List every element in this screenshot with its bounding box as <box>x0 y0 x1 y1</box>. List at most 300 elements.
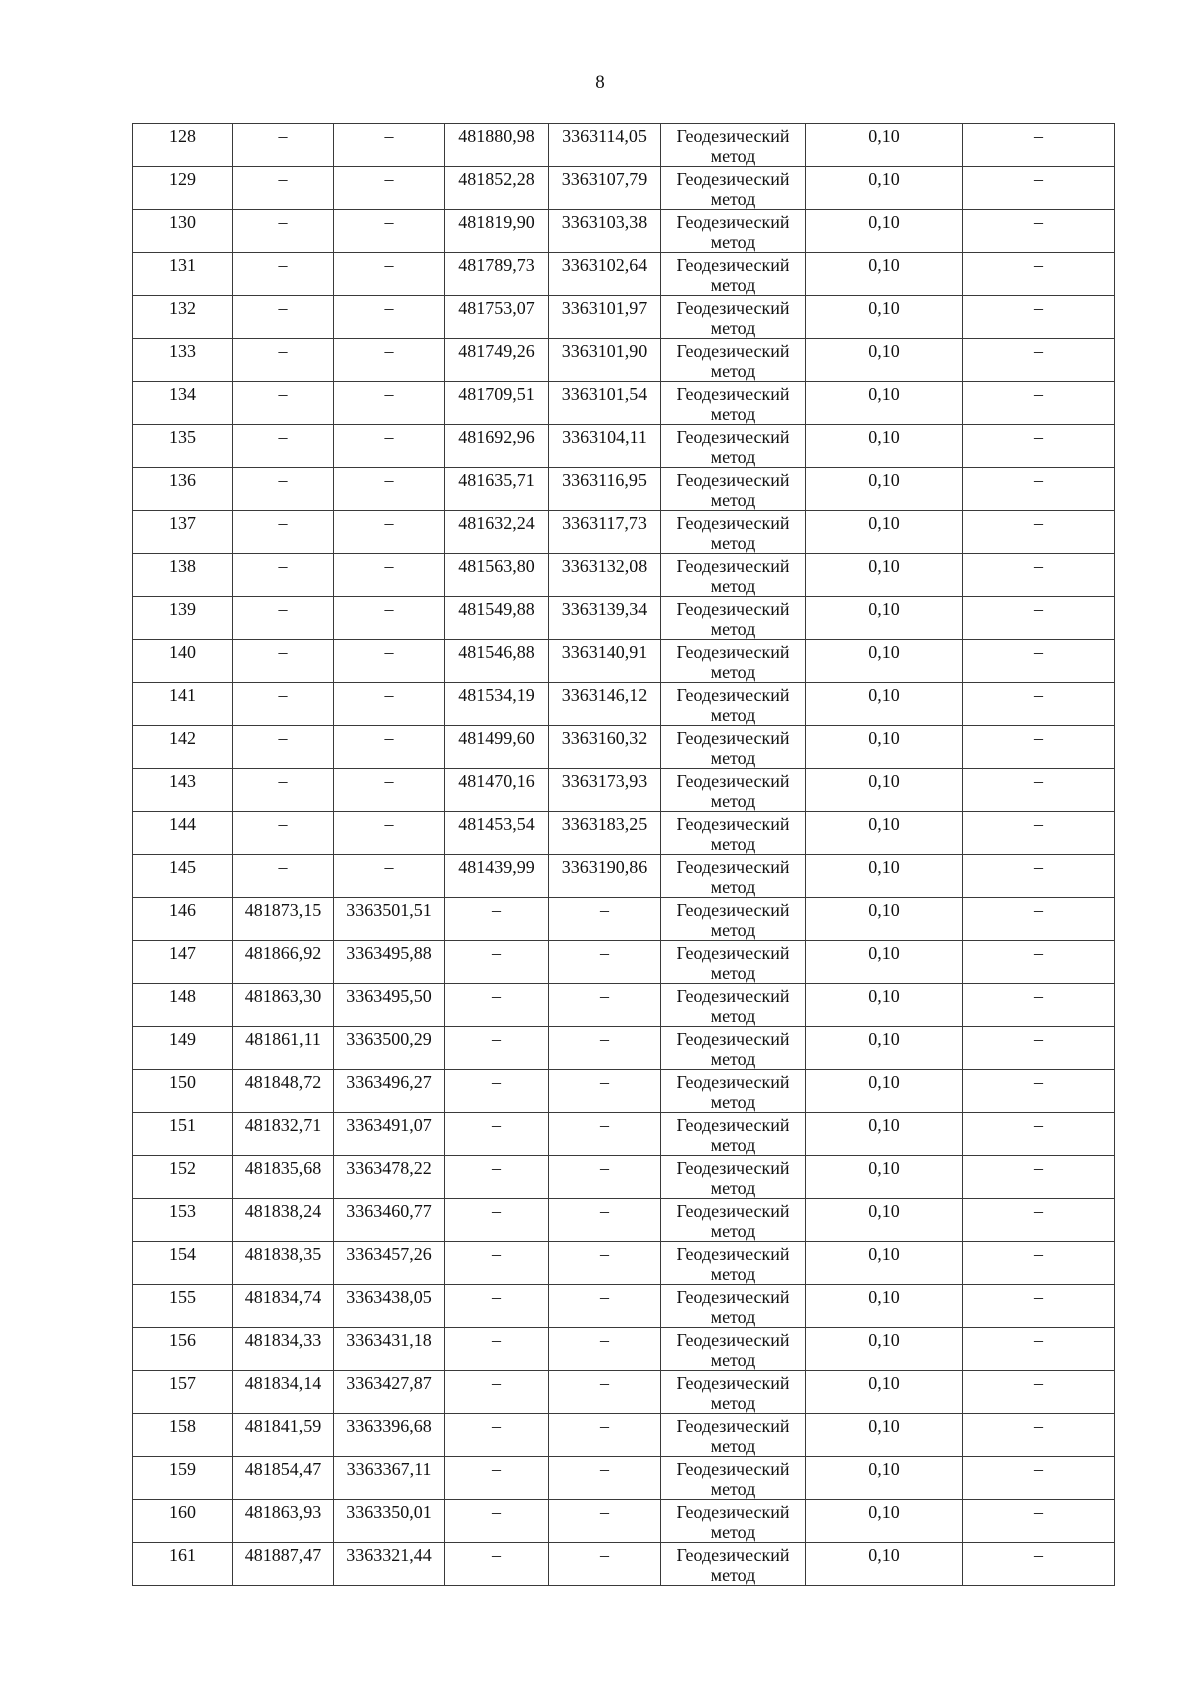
x-new-cell: – <box>445 1242 549 1285</box>
method-cell <box>661 769 806 812</box>
method-text-line: Геодезический <box>676 814 790 834</box>
point-number-cell: 128 <box>133 124 233 167</box>
method-text-line: метод <box>710 490 756 510</box>
x-existing-cell: 481863,30 <box>233 984 334 1027</box>
note-cell: – <box>963 124 1115 167</box>
method-text-line: метод <box>710 877 756 897</box>
method-cell <box>661 812 806 855</box>
page-number: 8 <box>595 72 605 93</box>
y-existing-cell: – <box>334 124 445 167</box>
point-number-cell: 131 <box>133 253 233 296</box>
method-text-line: Геодезический <box>676 1502 790 1522</box>
precision-cell: 0,10 <box>806 597 963 640</box>
note-cell: – <box>963 769 1115 812</box>
table-row <box>133 511 1115 554</box>
method-cell <box>661 855 806 898</box>
point-number-cell: 136 <box>133 468 233 511</box>
note-cell: – <box>963 554 1115 597</box>
y-existing-cell: 3363321,44 <box>334 1543 445 1586</box>
point-number-cell: 147 <box>133 941 233 984</box>
x-new-cell: – <box>445 1285 549 1328</box>
precision-cell: 0,10 <box>806 683 963 726</box>
y-new-cell: 3363140,91 <box>549 640 661 683</box>
method-text-line: Геодезический <box>676 1416 790 1436</box>
y-existing-cell: 3363495,50 <box>334 984 445 1027</box>
y-new-cell: 3363114,05 <box>549 124 661 167</box>
method-cell <box>661 1113 806 1156</box>
y-new-cell: – <box>549 1500 661 1543</box>
table-row <box>133 941 1115 984</box>
y-new-cell: 3363190,86 <box>549 855 661 898</box>
method-text-line: Геодезический <box>676 1029 790 1049</box>
x-new-cell: – <box>445 984 549 1027</box>
y-new-cell: 3363132,08 <box>549 554 661 597</box>
note-cell: – <box>963 1414 1115 1457</box>
y-new-cell: 3363117,73 <box>549 511 661 554</box>
x-existing-cell: 481834,14 <box>233 1371 334 1414</box>
y-new-cell: 3363103,38 <box>549 210 661 253</box>
x-existing-cell: – <box>233 855 334 898</box>
note-cell: – <box>963 167 1115 210</box>
method-text-line: Геодезический <box>676 1072 790 1092</box>
x-new-cell: 481635,71 <box>445 468 549 511</box>
method-text-line: метод <box>710 791 756 811</box>
y-existing-cell: – <box>334 339 445 382</box>
y-new-cell: – <box>549 984 661 1027</box>
point-number-cell: 146 <box>133 898 233 941</box>
method-cell <box>661 1285 806 1328</box>
y-new-cell: – <box>549 1242 661 1285</box>
y-existing-cell: – <box>334 425 445 468</box>
y-new-cell: 3363101,97 <box>549 296 661 339</box>
x-existing-cell: – <box>233 296 334 339</box>
x-existing-cell: – <box>233 726 334 769</box>
table-row <box>133 1543 1115 1586</box>
y-new-cell: 3363101,90 <box>549 339 661 382</box>
method-text-line: метод <box>710 1565 756 1585</box>
note-cell: – <box>963 1328 1115 1371</box>
table-row <box>133 1500 1115 1543</box>
method-text-line: метод <box>710 361 756 381</box>
point-number-cell: 140 <box>133 640 233 683</box>
method-text-line: Геодезический <box>676 943 790 963</box>
method-text-line: метод <box>710 1393 756 1413</box>
note-cell: – <box>963 726 1115 769</box>
precision-cell: 0,10 <box>806 468 963 511</box>
method-text-line: метод <box>710 1264 756 1284</box>
precision-cell: 0,10 <box>806 984 963 1027</box>
method-text-line: Геодезический <box>676 513 790 533</box>
y-new-cell: – <box>549 1027 661 1070</box>
point-number-cell: 132 <box>133 296 233 339</box>
precision-cell: 0,10 <box>806 210 963 253</box>
x-existing-cell: – <box>233 339 334 382</box>
precision-cell: 0,10 <box>806 1371 963 1414</box>
point-number-cell: 134 <box>133 382 233 425</box>
y-existing-cell: – <box>334 855 445 898</box>
x-existing-cell: 481834,74 <box>233 1285 334 1328</box>
method-text-line: метод <box>710 447 756 467</box>
method-text-line: метод <box>710 1479 756 1499</box>
x-existing-cell: – <box>233 124 334 167</box>
method-text-line: Геодезический <box>676 169 790 189</box>
table-row <box>133 296 1115 339</box>
x-new-cell: 481470,16 <box>445 769 549 812</box>
precision-cell: 0,10 <box>806 898 963 941</box>
point-number-cell: 144 <box>133 812 233 855</box>
y-existing-cell: – <box>334 167 445 210</box>
method-cell <box>661 1027 806 1070</box>
method-text-line: метод <box>710 1436 756 1456</box>
x-existing-cell: 481838,35 <box>233 1242 334 1285</box>
precision-cell: 0,10 <box>806 339 963 382</box>
method-text-line: метод <box>710 834 756 854</box>
table-row <box>133 683 1115 726</box>
table-row <box>133 984 1115 1027</box>
precision-cell: 0,10 <box>806 640 963 683</box>
point-number-cell: 139 <box>133 597 233 640</box>
method-text-line: Геодезический <box>676 556 790 576</box>
precision-cell: 0,10 <box>806 296 963 339</box>
method-cell <box>661 124 806 167</box>
x-existing-cell: 481835,68 <box>233 1156 334 1199</box>
y-existing-cell: 3363496,27 <box>334 1070 445 1113</box>
y-new-cell: 3363146,12 <box>549 683 661 726</box>
note-cell: – <box>963 898 1115 941</box>
precision-cell: 0,10 <box>806 1328 963 1371</box>
precision-cell: 0,10 <box>806 253 963 296</box>
method-text-line: Геодезический <box>676 642 790 662</box>
y-existing-cell: 3363500,29 <box>334 1027 445 1070</box>
y-existing-cell: 3363501,51 <box>334 898 445 941</box>
x-existing-cell: 481887,47 <box>233 1543 334 1586</box>
y-existing-cell: 3363460,77 <box>334 1199 445 1242</box>
x-new-cell: 481753,07 <box>445 296 549 339</box>
method-cell <box>661 382 806 425</box>
y-existing-cell: 3363495,88 <box>334 941 445 984</box>
note-cell: – <box>963 597 1115 640</box>
x-new-cell: 481709,51 <box>445 382 549 425</box>
table-row <box>133 124 1115 167</box>
x-existing-cell: 481866,92 <box>233 941 334 984</box>
table-row <box>133 1027 1115 1070</box>
table-row <box>133 1457 1115 1500</box>
method-cell <box>661 640 806 683</box>
note-cell: – <box>963 511 1115 554</box>
note-cell: – <box>963 855 1115 898</box>
point-number-cell: 161 <box>133 1543 233 1586</box>
method-cell <box>661 1328 806 1371</box>
x-existing-cell: 481832,71 <box>233 1113 334 1156</box>
precision-cell: 0,10 <box>806 726 963 769</box>
x-new-cell: – <box>445 1543 549 1586</box>
method-cell <box>661 1242 806 1285</box>
x-new-cell: 481546,88 <box>445 640 549 683</box>
table-row <box>133 468 1115 511</box>
x-existing-cell: 481861,11 <box>233 1027 334 1070</box>
x-existing-cell: – <box>233 167 334 210</box>
method-text-line: Геодезический <box>676 298 790 318</box>
method-text-line: метод <box>710 232 756 252</box>
y-existing-cell: 3363431,18 <box>334 1328 445 1371</box>
table-row <box>133 210 1115 253</box>
method-text-line: Геодезический <box>676 1545 790 1565</box>
method-text-line: метод <box>710 576 756 596</box>
method-cell <box>661 1457 806 1500</box>
precision-cell: 0,10 <box>806 1242 963 1285</box>
point-number-cell: 148 <box>133 984 233 1027</box>
y-existing-cell: – <box>334 726 445 769</box>
method-text-line: Геодезический <box>676 126 790 146</box>
precision-cell: 0,10 <box>806 1285 963 1328</box>
method-cell <box>661 554 806 597</box>
method-text-line: метод <box>710 662 756 682</box>
y-new-cell: – <box>549 1113 661 1156</box>
note-cell: – <box>963 253 1115 296</box>
x-new-cell: – <box>445 1500 549 1543</box>
precision-cell: 0,10 <box>806 1500 963 1543</box>
note-cell: – <box>963 1371 1115 1414</box>
method-cell <box>661 425 806 468</box>
method-text-line: метод <box>710 404 756 424</box>
precision-cell: 0,10 <box>806 1199 963 1242</box>
y-new-cell: – <box>549 1328 661 1371</box>
method-cell <box>661 1414 806 1457</box>
y-new-cell: 3363173,93 <box>549 769 661 812</box>
point-number-cell: 152 <box>133 1156 233 1199</box>
table-row <box>133 1070 1115 1113</box>
table-row <box>133 898 1115 941</box>
method-text-line: метод <box>710 619 756 639</box>
table-row <box>133 597 1115 640</box>
coordinates-table <box>132 123 1115 1586</box>
method-text-line: Геодезический <box>676 1244 790 1264</box>
x-new-cell: 481439,99 <box>445 855 549 898</box>
y-existing-cell: – <box>334 554 445 597</box>
x-existing-cell: 481838,24 <box>233 1199 334 1242</box>
table-row <box>133 382 1115 425</box>
method-cell <box>661 1371 806 1414</box>
table-row <box>133 554 1115 597</box>
precision-cell: 0,10 <box>806 1070 963 1113</box>
x-existing-cell: – <box>233 554 334 597</box>
precision-cell: 0,10 <box>806 167 963 210</box>
method-cell <box>661 898 806 941</box>
point-number-cell: 153 <box>133 1199 233 1242</box>
method-text-line: Геодезический <box>676 1201 790 1221</box>
note-cell: – <box>963 1543 1115 1586</box>
note-cell: – <box>963 1242 1115 1285</box>
x-new-cell: 481549,88 <box>445 597 549 640</box>
x-existing-cell: – <box>233 253 334 296</box>
y-new-cell: – <box>549 1199 661 1242</box>
note-cell: – <box>963 1027 1115 1070</box>
table-row <box>133 1328 1115 1371</box>
table-row <box>133 425 1115 468</box>
point-number-cell: 150 <box>133 1070 233 1113</box>
note-cell: – <box>963 1199 1115 1242</box>
note-cell: – <box>963 1156 1115 1199</box>
precision-cell: 0,10 <box>806 1457 963 1500</box>
y-new-cell: 3363104,11 <box>549 425 661 468</box>
x-new-cell: – <box>445 1371 549 1414</box>
table-row <box>133 167 1115 210</box>
y-existing-cell: – <box>334 683 445 726</box>
x-new-cell: 481692,96 <box>445 425 549 468</box>
method-text-line: Геодезический <box>676 341 790 361</box>
method-text-line: Геодезический <box>676 470 790 490</box>
y-existing-cell: – <box>334 511 445 554</box>
note-cell: – <box>963 210 1115 253</box>
y-new-cell: – <box>549 898 661 941</box>
method-text-line: метод <box>710 1135 756 1155</box>
table-row <box>133 1113 1115 1156</box>
y-existing-cell: – <box>334 253 445 296</box>
method-text-line: метод <box>710 1006 756 1026</box>
x-existing-cell: – <box>233 511 334 554</box>
y-existing-cell: 3363491,07 <box>334 1113 445 1156</box>
table-row <box>133 769 1115 812</box>
method-text-line: Геодезический <box>676 857 790 877</box>
table-row <box>133 1199 1115 1242</box>
method-cell <box>661 296 806 339</box>
x-existing-cell: 481834,33 <box>233 1328 334 1371</box>
method-text-line: метод <box>710 1221 756 1241</box>
precision-cell: 0,10 <box>806 1414 963 1457</box>
point-number-cell: 141 <box>133 683 233 726</box>
note-cell: – <box>963 425 1115 468</box>
method-text-line: Геодезический <box>676 599 790 619</box>
point-number-cell: 155 <box>133 1285 233 1328</box>
point-number-cell: 145 <box>133 855 233 898</box>
x-new-cell: 481789,73 <box>445 253 549 296</box>
method-text-line: метод <box>710 748 756 768</box>
x-existing-cell: 481854,47 <box>233 1457 334 1500</box>
x-existing-cell: 481863,93 <box>233 1500 334 1543</box>
note-cell: – <box>963 984 1115 1027</box>
table-row <box>133 812 1115 855</box>
y-new-cell: – <box>549 1156 661 1199</box>
point-number-cell: 130 <box>133 210 233 253</box>
point-number-cell: 156 <box>133 1328 233 1371</box>
precision-cell: 0,10 <box>806 554 963 597</box>
y-existing-cell: – <box>334 769 445 812</box>
point-number-cell: 137 <box>133 511 233 554</box>
x-existing-cell: – <box>233 640 334 683</box>
note-cell: – <box>963 296 1115 339</box>
note-cell: – <box>963 640 1115 683</box>
precision-cell: 0,10 <box>806 769 963 812</box>
y-existing-cell: – <box>334 468 445 511</box>
table-row <box>133 339 1115 382</box>
y-new-cell: – <box>549 1070 661 1113</box>
method-text-line: метод <box>710 1522 756 1542</box>
table-row <box>133 253 1115 296</box>
table-row <box>133 726 1115 769</box>
x-new-cell: 481852,28 <box>445 167 549 210</box>
y-new-cell: – <box>549 941 661 984</box>
precision-cell: 0,10 <box>806 812 963 855</box>
precision-cell: 0,10 <box>806 124 963 167</box>
method-cell <box>661 941 806 984</box>
method-text-line: метод <box>710 318 756 338</box>
method-text-line: Геодезический <box>676 384 790 404</box>
y-new-cell: 3363116,95 <box>549 468 661 511</box>
x-existing-cell: – <box>233 210 334 253</box>
point-number-cell: 158 <box>133 1414 233 1457</box>
table-row <box>133 855 1115 898</box>
y-existing-cell: 3363367,11 <box>334 1457 445 1500</box>
y-existing-cell: – <box>334 210 445 253</box>
point-number-cell: 159 <box>133 1457 233 1500</box>
point-number-cell: 154 <box>133 1242 233 1285</box>
x-existing-cell: – <box>233 468 334 511</box>
y-new-cell: – <box>549 1371 661 1414</box>
y-existing-cell: 3363350,01 <box>334 1500 445 1543</box>
y-new-cell: – <box>549 1543 661 1586</box>
method-text-line: Геодезический <box>676 728 790 748</box>
y-new-cell: – <box>549 1457 661 1500</box>
method-cell <box>661 1156 806 1199</box>
y-existing-cell: – <box>334 597 445 640</box>
method-text-line: Геодезический <box>676 1459 790 1479</box>
y-new-cell: – <box>549 1285 661 1328</box>
x-existing-cell: 481841,59 <box>233 1414 334 1457</box>
x-new-cell: – <box>445 1027 549 1070</box>
method-text-line: Геодезический <box>676 1158 790 1178</box>
method-text-line: метод <box>710 705 756 725</box>
x-new-cell: – <box>445 1414 549 1457</box>
x-existing-cell: – <box>233 769 334 812</box>
method-cell <box>661 1070 806 1113</box>
method-text-line: метод <box>710 1307 756 1327</box>
point-number-cell: 142 <box>133 726 233 769</box>
method-cell <box>661 1500 806 1543</box>
method-text-line: метод <box>710 1178 756 1198</box>
precision-cell: 0,10 <box>806 855 963 898</box>
y-existing-cell: – <box>334 640 445 683</box>
method-text-line: метод <box>710 1350 756 1370</box>
coordinates-table-body <box>133 124 1115 1586</box>
x-new-cell: 481563,80 <box>445 554 549 597</box>
precision-cell: 0,10 <box>806 425 963 468</box>
precision-cell: 0,10 <box>806 1156 963 1199</box>
method-text-line: метод <box>710 1049 756 1069</box>
method-text-line: Геодезический <box>676 1287 790 1307</box>
table-row <box>133 1156 1115 1199</box>
x-new-cell: 481453,54 <box>445 812 549 855</box>
precision-cell: 0,10 <box>806 1543 963 1586</box>
x-new-cell: – <box>445 941 549 984</box>
x-existing-cell: – <box>233 683 334 726</box>
method-text-line: Геодезический <box>676 1330 790 1350</box>
method-cell <box>661 984 806 1027</box>
x-new-cell: – <box>445 1070 549 1113</box>
method-cell <box>661 726 806 769</box>
x-new-cell: 481632,24 <box>445 511 549 554</box>
method-text-line: метод <box>710 1092 756 1112</box>
method-cell <box>661 253 806 296</box>
y-existing-cell: 3363438,05 <box>334 1285 445 1328</box>
x-existing-cell: – <box>233 382 334 425</box>
x-existing-cell: 481848,72 <box>233 1070 334 1113</box>
point-number-cell: 135 <box>133 425 233 468</box>
y-existing-cell: – <box>334 382 445 425</box>
method-text-line: Геодезический <box>676 212 790 232</box>
method-text-line: метод <box>710 963 756 983</box>
point-number-cell: 160 <box>133 1500 233 1543</box>
y-new-cell: 3363160,32 <box>549 726 661 769</box>
